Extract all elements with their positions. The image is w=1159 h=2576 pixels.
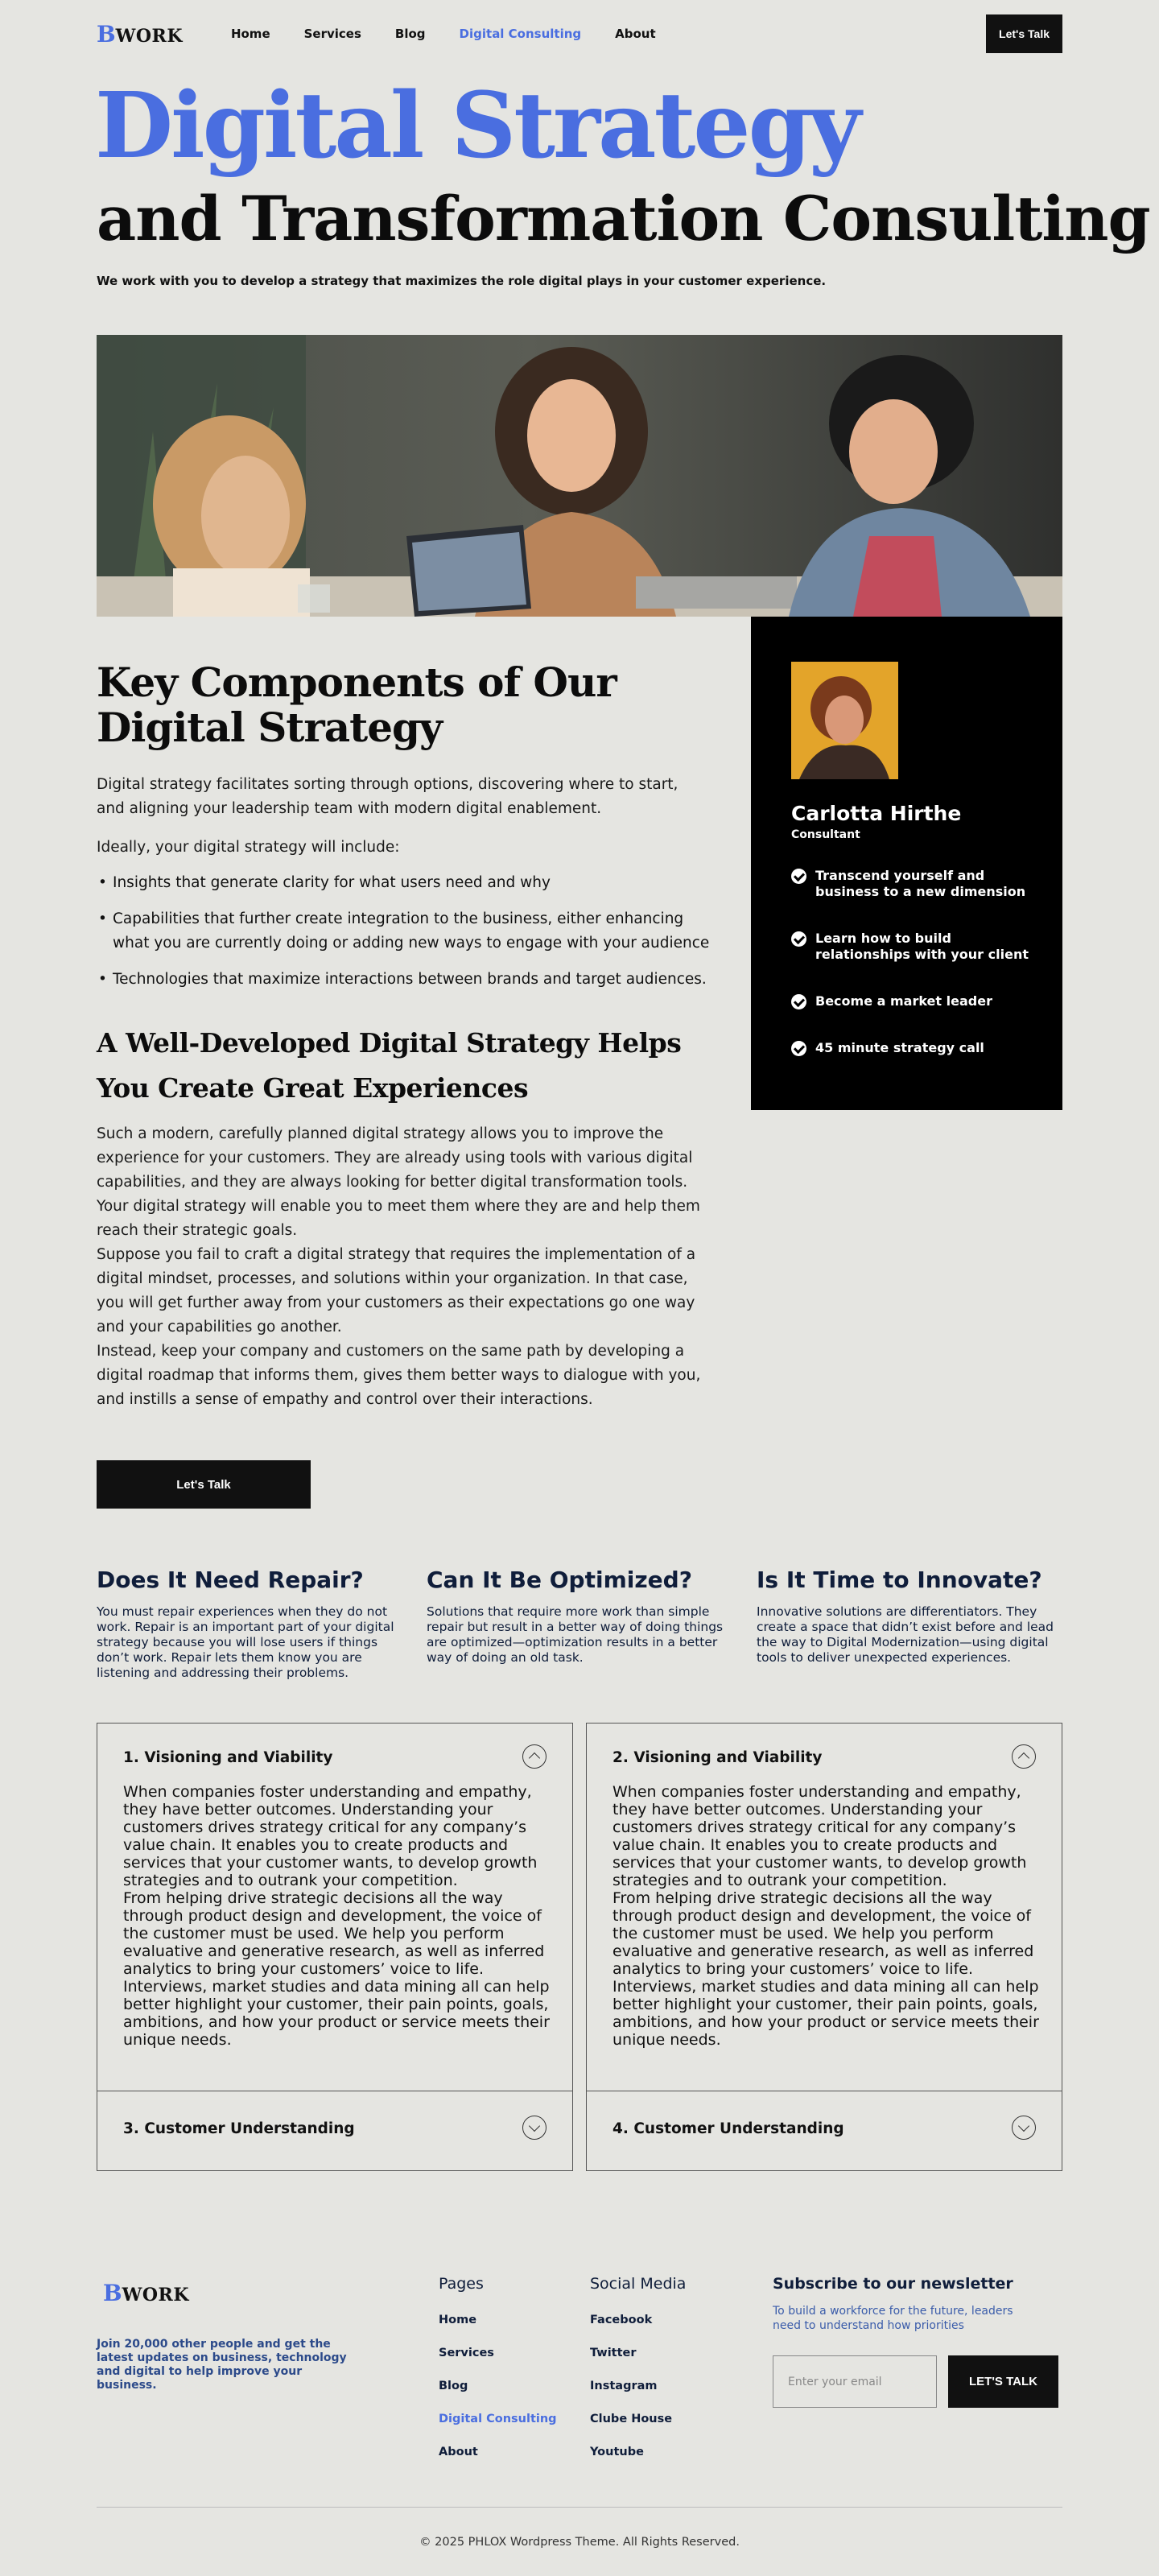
newsletter-title: Subscribe to our newsletter [773,2275,1013,2293]
accordion-item-2[interactable] [586,1723,1062,2091]
footer-link-home[interactable]: Home [439,2314,477,2326]
chevron-up-icon[interactable] [1012,1744,1036,1769]
list-item [791,1040,1041,1056]
accordion-item-4[interactable] [586,2091,1062,2171]
header-lets-talk-button[interactable]: Let's Talk [986,14,1062,53]
include-paragraph: Ideally, your digital strategy will include: [97,839,400,856]
accordion-title: Customer Understanding [633,2120,844,2137]
chevron-down-icon[interactable] [522,2116,547,2140]
top-nav [97,14,1062,53]
accordion-number: 2. [612,1749,629,1766]
newsletter-submit-button[interactable]: LET'S TALK [948,2355,1058,2408]
nav-services[interactable]: Services [303,27,361,41]
footer-divider [97,2507,1062,2508]
check-circle-icon [791,869,806,884]
email-field[interactable] [773,2355,937,2408]
portrait-illustration [791,662,898,779]
consultant-role: Consultant [791,828,860,841]
footer-link-services[interactable]: Services [439,2347,494,2359]
accordion-paragraph: From helping drive strategic decisions all the way through product design and development, the voice of the customer must be used. We help you perform evaluative and generative research, as well as inferred analytics to bring your customers’ voice to life. [612,1889,1034,1978]
experiences-body [97,1122,708,1412]
column-title: Does It Need Repair? [97,1567,364,1593]
list-item: • Insights that generate clarity for what users need and why [97,871,716,895]
list-item: • Capabilities that further create integration to the business, either enhancing what you are currently doing or adding new ways to engage with your audience [97,907,716,956]
footer-pages [439,2275,557,2479]
chevron-up-icon[interactable] [522,1744,547,1769]
column-repair [97,1567,402,1681]
main-menu [231,27,690,41]
accordion-item-1[interactable] [97,1723,573,2091]
footer-social [590,2275,686,2479]
nav-digital-consulting[interactable]: Digital Consulting [459,27,582,41]
hero-photo [97,335,1062,617]
logo-word: WORK [115,25,183,47]
column-text: Innovative solutions are differentiators. They create a space that didn’t exist before and lead the way to Digital Modernization—using digital tools to deliver unexpected experiences. [757,1604,1054,1665]
list-item [791,993,1041,1009]
logo-word: WORK [122,2285,189,2306]
accordion-title: Visioning and Viability [633,1749,823,1766]
body-paragraph: Instead, keep your company and customers on the same path by developing a digital roadmap that informs them, gives them better ways to dialogue with you, and instills a sense of empathy and control over their interactions. [97,1343,701,1408]
column-text: You must repair experiences when they do not work. Repair is an important part of your digital strategy because you will lose users if things don’t work. Repair lets them know you are listening and addressing their problems. [97,1604,394,1680]
accordion-header[interactable] [123,2120,355,2137]
key-components-title: Key Components of Our Digital Strategy [97,658,617,751]
accordion-item-3[interactable] [97,2091,573,2171]
hero-title-line1: Digital Strategy [95,73,859,179]
consultant-card [751,617,1062,1110]
check-circle-icon [791,994,806,1009]
accordion-paragraph: When companies foster understanding and empathy, they have better outcomes. Understanding your customers drives strategy critical for any company’s value chain. It enables you to create products and services that your customer wants, to develop growth strategies and to outrank your competition. [612,1783,1027,1889]
nav-about[interactable]: About [615,27,656,41]
logo[interactable] [97,21,183,47]
list-item: • Technologies that maximize interactions between brands and target audiences. [97,968,716,992]
body-paragraph: Suppose you fail to craft a digital strategy that requires the implementation of a digital mindset, processes, and solutions within your organization. In that case, you will get further away from your customers as their expectations go one way and your capabilities go another. [97,1246,696,1335]
footer-logo[interactable] [103,2280,189,2306]
benefit-text: Learn how to build relationships with your client [815,931,1029,962]
footer-link-digital-consulting[interactable]: Digital Consulting [439,2413,557,2425]
footer-link-about[interactable]: About [439,2446,478,2458]
hero-photo-illustration [97,335,1062,617]
newsletter-subtitle: To build a workforce for the future, leaders need to understand how priorities [773,2305,1013,2332]
check-circle-icon [791,1041,806,1056]
consultant-benefits [791,868,1041,1056]
check-circle-icon [791,931,806,947]
footer-link-blog[interactable]: Blog [439,2380,468,2392]
list-item [791,868,1041,900]
footer-pages-title: Pages [439,2275,484,2293]
footer-link-instagram[interactable]: Instagram [590,2380,658,2392]
accordion-paragraph: From helping drive strategic decisions all the way through product design and development, the voice of the customer must be used. We help you perform evaluative and generative research, as well as inferred analytics to bring your customers’ voice to life. [123,1889,545,1978]
hero-lead: We work with you to develop a strategy that maximizes the role digital plays in your customer experience. [97,274,827,288]
hero-title-line2: and Transformation Consulting [97,183,1150,254]
consultant-portrait [791,662,898,779]
accordion-number: 1. [123,1749,139,1766]
benefit-text: Become a market leader [815,993,992,1009]
intro-paragraph: Digital strategy facilitates sorting through options, discovering where to start, and aligning your leadership team with modern digital enablement. [97,776,678,817]
logo-b: B [103,2280,122,2306]
accordion-title: Visioning and Viability [144,1749,333,1766]
accordion-body [612,1783,1039,2049]
list-item [791,931,1041,963]
benefit-text: 45 minute strategy call [815,1040,984,1055]
accordion-paragraph: Interviews, market studies and data mining all can help better highlight your customer, their pain points, goals, ambitions, and how your product or service meets their unique needs. [612,1978,1039,2049]
footer-social-title: Social Media [590,2275,687,2293]
accordion-header[interactable] [123,1749,332,1766]
column-text: Solutions that require more work than simple repair but result in a better way of doing things are optimized—optimization results in a better way of doing an old task. [427,1604,724,1665]
column-title: Is It Time to Innovate? [757,1567,1042,1593]
accordion-header[interactable] [612,2120,844,2137]
column-title: Can It Be Optimized? [427,1567,692,1593]
logo-b: B [97,20,116,47]
footer-link-youtube[interactable]: Youtube [590,2446,644,2458]
body-paragraph: Such a modern, carefully planned digital strategy allows you to improve the experience for your customers. They are already using tools with various digital capabilities, and they are always looking for better digital transformation tools. Your digital strategy will enable you to meet them where they are and help them reach their strategic goals. [97,1125,700,1239]
lets-talk-button[interactable]: Let's Talk [97,1460,311,1509]
accordion-title: Customer Understanding [144,2120,355,2137]
accordion-paragraph: When companies foster understanding and empathy, they have better outcomes. Understanding your customers drives strategy critical for any company’s value chain. It enables you to create products and services that your customer wants, to develop growth strategies and to outrank your competition. [123,1783,538,1889]
footer-blurb: Join 20,000 other people and get the latest updates on business, technology and digital to help improve your business. [97,2338,347,2392]
accordion-header[interactable] [612,1749,822,1766]
nav-blog[interactable]: Blog [394,27,426,41]
accordion-body [123,1783,550,2049]
footer-link-clubhouse[interactable]: Clube House [590,2413,673,2425]
accordion-number: 4. [612,2120,629,2137]
accordion-paragraph: Interviews, market studies and data mining all can help better highlight your customer, their pain points, goals, ambitions, and how your product or service meets their unique needs. [123,1978,550,2049]
footer-link-facebook[interactable]: Facebook [590,2314,653,2326]
strategy-bullets [97,871,716,1004]
copyright: © 2025 PHLOX Wordpress Theme. All Rights Reserved. [419,2536,740,2549]
column-innovate [757,1567,1062,1666]
benefit-text: Transcend yourself and business to a new dimension [815,868,1026,899]
consultant-name: Carlotta Hirthe [791,802,962,825]
accordion-number: 3. [123,2120,139,2137]
footer-link-twitter[interactable]: Twitter [590,2347,637,2359]
nav-home[interactable]: Home [230,27,270,41]
experiences-subtitle: A Well-Developed Digital Strategy Helps You Create Great Experiences [97,1027,682,1104]
chevron-down-icon[interactable] [1012,2116,1036,2140]
column-optimized [427,1567,732,1666]
